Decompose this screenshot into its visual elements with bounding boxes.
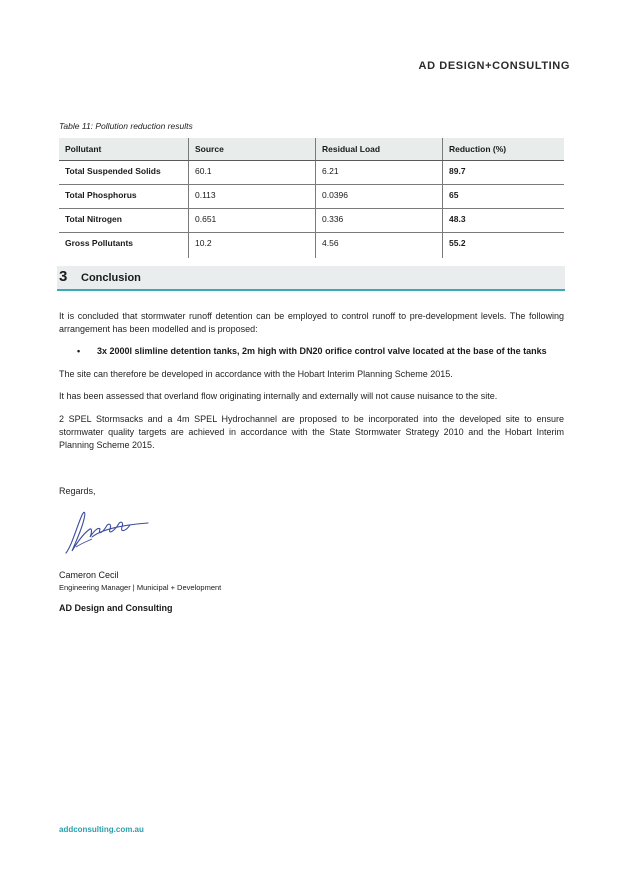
bullet-icon: • [77,346,81,356]
reduction-cell: 55.2 [443,233,565,259]
column-header: Pollutant [59,138,189,161]
signer-name: Cameron Cecil [59,570,119,580]
table-row [59,209,564,233]
signer-role: Engineering Manager | Municipal + Development [59,583,222,592]
residual-cell: 0.336 [316,209,443,233]
table-row [59,161,564,185]
paragraph-overland-flow: It has been assessed that overland flow originating internally and externally will not cause nuisance to the site. [59,391,498,401]
section-title: Conclusion [81,272,141,284]
table-caption: Table 11: Pollution reduction results [59,121,193,131]
paragraph-stormwater-quality: 2 SPEL Stormsacks and a 4m SPEL Hydrochannel are proposed to be incorporated into the developed site to ensure stormwater quality targets are achieved in accordance with the State Stormwater Strategy 2010 and the Hobart Interim Planning Scheme 2015. [59,414,564,450]
column-header: Reduction (%) [443,138,565,161]
residual-cell: 6.21 [316,161,443,185]
section-number: 3 [59,268,68,285]
column-header: Residual Load [316,138,443,161]
source-cell: 60.1 [189,161,316,185]
column-header: Source [189,138,316,161]
bullet-text: 3x 2000l slimline detention tanks, 2m high with DN20 orifice control valve located at the base of the tanks [97,346,547,356]
residual-cell: 4.56 [316,233,443,259]
company-name: AD Design and Consulting [59,603,173,613]
signature-image [62,507,152,559]
source-cell: 0.651 [189,209,316,233]
table-header-row [59,138,564,161]
section-heading [57,266,565,291]
paragraph-development: The site can therefore be developed in accordance with the Hobart Interim Planning Scheme 2015. [59,369,453,379]
residual-cell: 0.0396 [316,185,443,209]
paragraph-conclusion: It is concluded that stormwater runoff detention can be employed to control runoff to pre-development levels. The following arrangement has been modelled and is proposed: [59,311,564,334]
pollutant-cell: Total Suspended Solids [59,161,189,185]
brand-logo: AD DESIGN+CONSULTING [418,60,570,72]
pollution-table [59,138,564,258]
pollutant-cell: Total Nitrogen [59,209,189,233]
pollutant-cell: Total Phosphorus [59,185,189,209]
reduction-cell: 65 [443,185,565,209]
table-row [59,185,564,209]
source-cell: 10.2 [189,233,316,259]
table-row [59,233,564,259]
pollutant-cell: Gross Pollutants [65,237,134,248]
reduction-cell: 89.7 [443,161,565,185]
regards-text: Regards, [59,486,96,496]
footer-website-link[interactable]: addconsulting.com.au [59,825,144,834]
reduction-cell: 48.3 [443,209,565,233]
source-cell: 0.113 [189,185,316,209]
